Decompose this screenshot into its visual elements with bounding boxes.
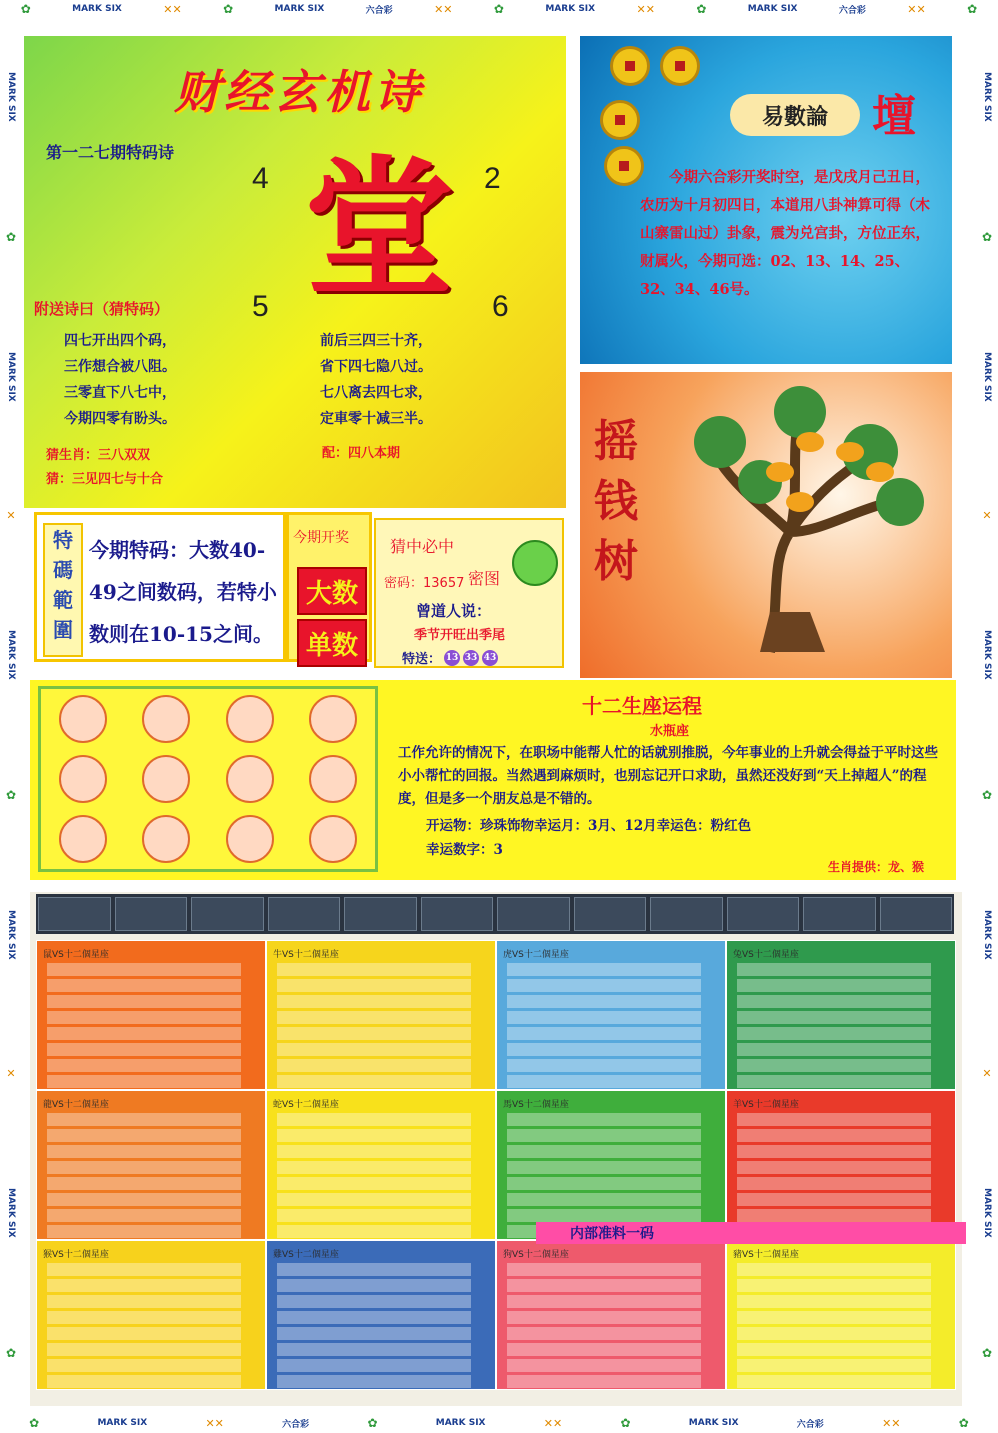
horoscope-cell-title: 馬VS十二個星座	[503, 1100, 569, 1110]
capricorn-icon	[309, 755, 357, 803]
horoscope-row	[277, 1059, 471, 1072]
horoscope-cell-title: 猴VS十二個星座	[43, 1250, 109, 1260]
corner-number: 5	[252, 290, 269, 323]
horoscope-row	[277, 1209, 471, 1222]
flower-icon: ✿	[980, 1345, 994, 1360]
horoscope-row	[737, 1327, 931, 1340]
horoscope-row	[47, 1059, 241, 1072]
horoscope-row	[277, 1311, 471, 1324]
horoscope-row	[737, 1295, 931, 1308]
cross-icon: ✕✕	[205, 1416, 224, 1430]
brand-cn-text: 六合彩	[796, 1419, 824, 1430]
horoscope-row	[737, 1161, 931, 1174]
horoscope-row	[47, 1113, 241, 1126]
horoscope-row	[277, 1113, 471, 1126]
cross-icon: ✕✕	[543, 1416, 563, 1430]
flower-icon: ✿	[696, 2, 707, 16]
horoscope-row	[47, 1177, 241, 1190]
zodiac-symbol-icon	[727, 897, 800, 931]
horoscope-row	[47, 1011, 241, 1024]
zodiac-symbol-icon	[268, 897, 341, 931]
horoscope-cell-title: 龍VS十二個星座	[43, 1100, 109, 1110]
open-title: 今期开奖	[293, 530, 349, 546]
hit-line: 季节开旺出季尾	[414, 628, 506, 643]
horoscope-row	[277, 1375, 471, 1388]
scorpio-icon	[309, 695, 357, 743]
lucky-number: 幸运数字：3	[426, 842, 503, 858]
horoscope-row	[737, 1011, 931, 1024]
horoscope-cell	[496, 1240, 726, 1390]
number-ball: 13	[444, 650, 460, 666]
horoscope-cell	[496, 940, 726, 1090]
horoscope-row	[47, 1027, 241, 1040]
horoscope-row	[277, 1145, 471, 1158]
flower-icon: ✿	[223, 2, 234, 16]
horoscope-row	[737, 1075, 931, 1088]
libra-icon	[226, 695, 274, 743]
bottom-border	[0, 1414, 998, 1432]
horoscope-row	[277, 1193, 471, 1206]
horoscope-row	[507, 1027, 701, 1040]
poem-line: 七八离去四七求，	[320, 385, 432, 401]
poem-line: 省下四七隐八过。	[320, 359, 432, 375]
hit-say: 曾道人说：	[416, 602, 492, 620]
horoscope-row	[277, 1011, 471, 1024]
horoscope-row	[737, 1177, 931, 1190]
zodiac-symbol-icon	[880, 897, 953, 931]
zodiac-symbol-icon	[38, 897, 111, 931]
horoscope-cell-title: 鼠VS十二個星座	[43, 950, 109, 960]
yishu-panel	[580, 36, 952, 364]
poem-line: 三作想合被八阻。	[64, 359, 176, 375]
open-panel	[286, 512, 372, 662]
flower-icon: ✿	[4, 1345, 18, 1360]
zodiac-lucky	[426, 814, 751, 862]
aquarius-icon	[226, 815, 274, 863]
horoscope-row	[47, 1209, 241, 1222]
hit-panel	[374, 518, 564, 668]
horoscope-cell-title: 牛VS十二個星座	[273, 950, 339, 960]
horoscope-row	[737, 1343, 931, 1356]
horoscope-row	[737, 1129, 931, 1142]
coin-icon	[610, 46, 650, 86]
horoscope-row	[507, 1011, 701, 1024]
hit-send-label: 特送：	[402, 652, 442, 667]
horoscope-cell-title: 豬VS十二個星座	[733, 1250, 799, 1260]
hit-send	[402, 648, 498, 667]
poem-line: 前后三四三十齐，	[320, 333, 432, 349]
pisces-icon	[309, 815, 357, 863]
yishu-text: 今期六合彩开奖时空，是戊戌月己丑日，农历为十月初四日，本道用八卦神算可得（木山寨雷山过）卦象，震为兑宫卦，方位正东，财属火，今期可选：02、13、14、25、32、34、46号。	[640, 169, 930, 298]
horoscope-row	[507, 1359, 701, 1372]
aries-icon	[59, 695, 107, 743]
cross-icon: ✕	[980, 509, 994, 523]
flower-icon: ✿	[4, 787, 18, 802]
horoscope-row	[737, 1263, 931, 1276]
special-range-panel	[34, 512, 286, 662]
horoscope-row	[277, 1075, 471, 1088]
horoscope-cell	[726, 1240, 956, 1390]
horoscope-cell-title: 蛇VS十二個星座	[273, 1100, 339, 1110]
horoscope-row	[737, 995, 931, 1008]
inside-banner: 内部准料一码	[536, 1222, 966, 1244]
horoscope-row	[277, 1161, 471, 1174]
number-ball: 43	[482, 650, 498, 666]
poem-line: 今期四零有盼头。	[64, 411, 176, 427]
poem-left-lines	[64, 328, 176, 432]
poem-panel	[24, 36, 566, 508]
zodiac-symbol-icon	[650, 897, 723, 931]
horoscope-row	[277, 1225, 471, 1238]
cross-icon: ✕✕	[882, 1416, 901, 1430]
brand-text: MARK SIX	[982, 71, 992, 122]
horoscope-row	[737, 1375, 931, 1388]
horoscope-row	[47, 1311, 241, 1324]
poem-gift-label: 附送诗曰（猜特码）	[34, 300, 170, 318]
brand-text: MARK SIX	[6, 630, 16, 680]
coin-icon	[604, 146, 644, 186]
poem-line: 四七开出四个码，	[64, 333, 176, 349]
horoscope-row	[47, 1225, 241, 1238]
zodiac-credit: 生肖提供：龙、猴	[828, 860, 925, 874]
horoscope-cell	[266, 1240, 496, 1390]
horoscope-row	[737, 1113, 931, 1126]
big-number-badge: 大数	[297, 567, 367, 615]
brand-cn-text: 六合彩	[282, 1419, 310, 1430]
horoscope-row	[47, 1075, 241, 1088]
brand-text: MARK SIX	[6, 351, 16, 402]
coin-icon	[600, 100, 640, 140]
horoscope-row	[47, 995, 241, 1008]
guess-zodiac: 猜生肖：三八双双	[46, 448, 151, 463]
horoscope-row	[277, 1327, 471, 1340]
flower-icon: ✿	[980, 787, 994, 802]
horoscope-row	[277, 1043, 471, 1056]
corner-number: 2	[484, 162, 501, 195]
range-text: 今期特码：大数40-49之间数码，若特小数则在10-15之间。	[89, 538, 277, 646]
horoscope-row	[507, 1075, 701, 1088]
horoscope-row	[507, 1129, 701, 1142]
hit-title: 猜中必中	[390, 537, 455, 556]
brand-text: MARK SIX	[545, 4, 596, 14]
big-character: 堂	[304, 141, 455, 317]
brand-text: MARK SIX	[274, 4, 325, 14]
match-hint: 配：四八本期	[322, 446, 401, 461]
zodiac-symbol-icon	[574, 897, 647, 931]
secret-picture-label: 密图	[468, 569, 501, 588]
poem-title: 财经玄机诗	[174, 65, 424, 119]
horoscope-cell	[726, 1090, 956, 1240]
right-border	[976, 18, 998, 1414]
horoscope-cell	[726, 940, 956, 1090]
horoscope-row	[47, 1343, 241, 1356]
money-tree-title: 摇钱树	[594, 416, 638, 587]
brand-text: MARK SIX	[982, 1188, 992, 1238]
horoscope-row	[507, 995, 701, 1008]
horoscope-row	[507, 1209, 701, 1222]
horoscope-cell	[266, 940, 496, 1090]
cross-icon: ✕	[4, 509, 18, 523]
horoscope-cell-title: 狗VS十二個星座	[503, 1250, 569, 1260]
horoscope-row	[47, 1193, 241, 1206]
cross-icon: ✕	[980, 1067, 994, 1081]
horoscope-row	[277, 1343, 471, 1356]
zodiac-symbol-icon	[497, 897, 570, 931]
flower-icon: ✿	[29, 1416, 40, 1430]
flower-icon: ✿	[980, 229, 994, 244]
gemini-icon	[59, 755, 107, 803]
zodiac-symbol-icon	[421, 897, 494, 931]
brand-text: MARK SIX	[982, 630, 992, 680]
horoscope-row	[507, 1059, 701, 1072]
virgo-icon	[142, 815, 190, 863]
flower-icon: ✿	[958, 1416, 969, 1430]
horoscope-row	[507, 1375, 701, 1388]
zodiac-title: 十二生座运程	[582, 694, 702, 718]
tree-illustration-icon	[650, 382, 950, 662]
flower-icon: ✿	[20, 2, 31, 16]
lucky-item: 开运物：珍珠饰物幸运月：3月、12月幸运色：粉红色	[426, 818, 752, 834]
horoscope-cell-title: 雞VS十二個星座	[273, 1250, 339, 1260]
guess-hint: 猜：三见四七与十合	[46, 472, 164, 487]
zodiac-body: 工作允许的情况下，在职场中能帮人忙的话就别推脱，今年事业的上升就会得益于平时这些小小帮忙的回报。当然遇到麻烦时，也别忘记开口求助，虽然还没好到“天上掉超人”的程度，但是多一个朋友总是不错的。	[398, 745, 938, 807]
horoscope-row	[507, 1113, 701, 1126]
horoscope-row	[277, 1129, 471, 1142]
horoscope-row	[507, 1193, 701, 1206]
horoscope-row	[507, 1263, 701, 1276]
brand-cn-text: 六合彩	[365, 5, 393, 16]
horoscope-row	[277, 1295, 471, 1308]
secret-code: 密码：13657	[384, 576, 465, 591]
brand-text: MARK SIX	[435, 1418, 486, 1428]
brand-text: MARK SIX	[982, 909, 992, 960]
horoscope-row	[737, 1311, 931, 1324]
brand-cn-text: 六合彩	[838, 5, 866, 16]
horoscope-row	[507, 1279, 701, 1292]
top-border	[0, 0, 998, 18]
horoscope-row	[507, 979, 701, 992]
horoscope-row	[277, 995, 471, 1008]
yishu-badge: 易數論	[730, 94, 860, 136]
horoscope-row	[737, 1027, 931, 1040]
poem-line: 定車零十减三半。	[320, 411, 432, 427]
horoscope-row	[507, 1161, 701, 1174]
cross-icon: ✕✕	[907, 2, 926, 16]
horoscope-row	[737, 1359, 931, 1372]
flower-icon: ✿	[4, 229, 18, 244]
horoscope-row	[277, 1177, 471, 1190]
horoscope-row	[737, 979, 931, 992]
horoscope-cell	[36, 1240, 266, 1390]
horoscope-row	[47, 979, 241, 992]
horoscope-cell-title: 羊VS十二個星座	[733, 1100, 799, 1110]
horoscope-row	[47, 963, 241, 976]
brand-text: MARK SIX	[97, 1418, 148, 1428]
horoscope-row	[737, 1209, 931, 1222]
flower-icon: ✿	[493, 2, 504, 16]
horoscope-cell	[36, 1090, 266, 1240]
horoscope-row	[277, 1279, 471, 1292]
left-border	[0, 18, 22, 1414]
number-ball: 33	[463, 650, 479, 666]
horoscope-row	[507, 963, 701, 976]
horoscope-row	[507, 1145, 701, 1158]
horoscope-row	[507, 1295, 701, 1308]
single-number-badge: 单数	[297, 619, 367, 667]
horoscope-row	[47, 1295, 241, 1308]
brand-text: MARK SIX	[6, 71, 16, 122]
horoscope-row	[507, 1311, 701, 1324]
zodiac-symbol-icon	[191, 897, 264, 931]
horoscope-row	[737, 1193, 931, 1206]
horoscope-row	[47, 1145, 241, 1158]
horoscope-row	[507, 1043, 701, 1056]
brand-text: MARK SIX	[6, 909, 16, 960]
cross-icon: ✕	[4, 1067, 18, 1081]
horoscope-row	[737, 1043, 931, 1056]
zodiac-symbol-icon	[803, 897, 876, 931]
horoscope-row	[277, 1359, 471, 1372]
flower-icon: ✿	[367, 1416, 378, 1430]
horoscope-row	[277, 979, 471, 992]
coin-icon	[660, 46, 700, 86]
horoscope-panel	[30, 892, 962, 1406]
leo-icon	[59, 815, 107, 863]
horoscope-row	[47, 1327, 241, 1340]
cross-icon: ✕✕	[434, 2, 453, 16]
horoscope-row	[47, 1161, 241, 1174]
horoscope-row	[737, 963, 931, 976]
horoscope-row	[47, 1375, 241, 1388]
horoscope-row	[507, 1327, 701, 1340]
horoscope-cell	[36, 940, 266, 1090]
brand-text: MARK SIX	[6, 1188, 16, 1238]
horoscope-row	[47, 1359, 241, 1372]
brand-text: MARK SIX	[72, 4, 122, 14]
brand-text: MARK SIX	[982, 351, 992, 402]
zodiac-icon-grid	[38, 686, 378, 872]
horoscope-row	[507, 1177, 701, 1190]
horoscope-row	[277, 1263, 471, 1276]
cross-icon: ✕✕	[636, 2, 655, 16]
horoscope-row	[737, 1059, 931, 1072]
corner-number: 6	[492, 290, 509, 323]
poem-line: 三零直下八七中，	[64, 385, 176, 401]
horoscope-row	[47, 1279, 241, 1292]
horoscope-cell	[496, 1090, 726, 1240]
poem-issue: 第一二七期特码诗	[46, 143, 175, 162]
secret-picture-icon	[512, 540, 558, 586]
horoscope-row	[737, 1279, 931, 1292]
flower-icon: ✿	[620, 1416, 631, 1430]
taurus-icon	[142, 695, 190, 743]
zodiac-symbol-icon	[115, 897, 188, 931]
cross-icon: ✕✕	[163, 2, 182, 16]
sagittarius-icon	[226, 755, 274, 803]
zodiac-panel	[30, 680, 956, 880]
horoscope-row	[277, 963, 471, 976]
horoscope-cell-title: 虎VS十二個星座	[503, 950, 569, 960]
horoscope-cell-title: 兔VS十二個星座	[733, 950, 799, 960]
cancer-icon	[142, 755, 190, 803]
horoscope-row	[47, 1263, 241, 1276]
horoscope-row	[507, 1343, 701, 1356]
brand-text: MARK SIX	[688, 1418, 739, 1428]
horoscope-row	[47, 1129, 241, 1142]
horoscope-row	[47, 1043, 241, 1056]
zodiac-symbol-strip	[36, 894, 954, 934]
brand-text: MARK SIX	[747, 4, 798, 14]
corner-number: 4	[252, 162, 269, 195]
zodiac-symbol-icon	[344, 897, 417, 931]
horoscope-row	[737, 1145, 931, 1158]
yishu-altar: 壇	[872, 91, 916, 142]
horoscope-cell	[266, 1090, 496, 1240]
flower-icon: ✿	[967, 2, 978, 16]
zodiac-sign: 水瓶座	[650, 724, 690, 739]
range-vertical-label: 特碼範圍	[43, 523, 83, 657]
money-tree-panel	[580, 372, 952, 678]
horoscope-row	[277, 1027, 471, 1040]
poem-right-lines	[320, 328, 432, 432]
